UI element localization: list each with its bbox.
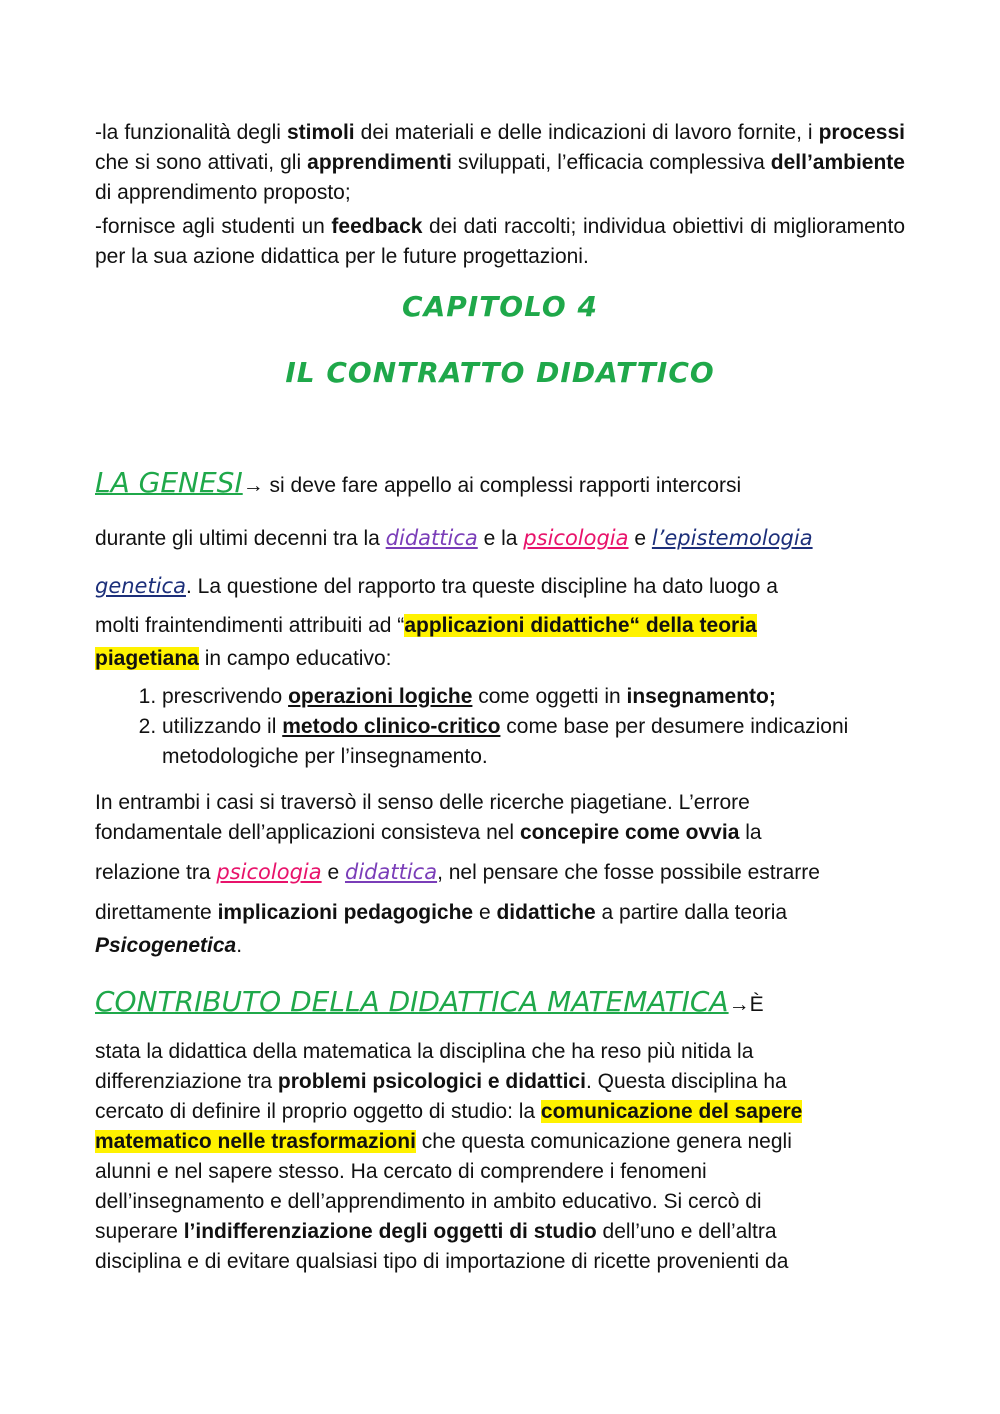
bold-text: problemi psicologici e didattici	[277, 1070, 586, 1093]
numbered-list	[130, 682, 922, 772]
text: e	[473, 901, 497, 924]
text: in campo educativo:	[198, 647, 392, 670]
text: cercato di definire il proprio oggetto di studio: la	[95, 1100, 541, 1123]
text: utilizzando il	[162, 715, 283, 738]
text: a partire dalla teoria	[595, 901, 788, 924]
keyword-psicologia: psicologia	[523, 526, 629, 550]
underlined-text: metodo clinico-critico	[282, 715, 501, 738]
highlighted-text: matematico nelle trasformazioni	[95, 1130, 416, 1153]
bold-text: concepire come ovvia	[519, 821, 740, 844]
bold-text: didattiche	[496, 901, 596, 924]
section-heading-genesi: LA GENESI	[95, 466, 243, 499]
text: che si sono attivati, gli	[95, 151, 308, 174]
text: . Questa disciplina ha	[585, 1070, 787, 1093]
paragraph-errore	[95, 788, 905, 961]
text: alunni e nel sapere stesso. Ha cercato di comprendere i fenomeni	[95, 1160, 707, 1183]
text: dei dati raccolti; individua obiettivi di miglioramento per la sua azione didattica per le future progettazioni.	[95, 215, 905, 268]
text: la	[739, 821, 762, 844]
text: direttamente	[95, 901, 218, 924]
list-item	[162, 712, 922, 772]
chapter-number: CAPITOLO 4	[402, 290, 598, 323]
bold-text: implicazioni pedagogiche	[217, 901, 474, 924]
highlighted-text: applicazioni didattiche“ della teoria	[404, 614, 757, 637]
keyword-psicologia: psicologia	[216, 860, 322, 884]
text: molti fraintendimenti attribuiti ad “	[95, 614, 405, 637]
section-heading-contributo: CONTRIBUTO DELLA DIDATTICA MATEMATICA	[95, 985, 729, 1018]
text: dell’uno e dell’altra	[596, 1220, 777, 1243]
text: e la	[477, 527, 524, 550]
text: dei materiali e delle indicazioni di lavoro fornite, i	[354, 121, 819, 144]
bold-text: insegnamento;	[626, 685, 776, 708]
bold-text: l’indifferenziazione degli oggetti di studio	[183, 1220, 597, 1243]
bold-text: dell’ambiente	[770, 151, 905, 174]
chapter-title: IL CONTRATTO DIDATTICO	[285, 356, 715, 389]
highlighted-text: piagetiana	[95, 647, 199, 670]
text: sviluppati, l’efficacia complessiva	[451, 151, 771, 174]
bold-text: stimoli	[286, 121, 355, 144]
text: durante gli ultimi decenni tra la	[95, 527, 386, 550]
text: fondamentale dell’applicazioni consisteva nel	[95, 821, 520, 844]
arrow-icon: →È	[728, 993, 764, 1016]
text: .	[236, 934, 243, 957]
text: disciplina e di evitare qualsiasi tipo di importazione di ricette provenienti da	[95, 1250, 789, 1273]
bold-text: processi	[818, 121, 905, 144]
text: come oggetti in	[472, 685, 627, 708]
text: superare	[95, 1220, 184, 1243]
arrow-icon: →	[242, 474, 264, 497]
text: differenziazione tra	[95, 1070, 278, 1093]
keyword-genetica: genetica	[95, 574, 186, 598]
text: , nel pensare che fosse possibile estrarre	[437, 861, 820, 884]
text: -la funzionalità degli	[95, 121, 287, 144]
section-contributo	[95, 982, 905, 1277]
text: dell’insegnamento e dell’apprendimento in ambito educativo. Si cercò di	[95, 1190, 762, 1213]
paragraph-evaluation	[95, 118, 905, 208]
list-item	[162, 682, 922, 712]
text: -fornisce agli studenti un	[95, 215, 332, 238]
keyword-epistemologia: l’epistemologia	[651, 526, 813, 550]
text: come base per desumere indicazioni metodologiche per l’insegnamento.	[162, 715, 849, 768]
text: relazione tra	[95, 861, 217, 884]
bold-text: apprendimenti	[307, 151, 452, 174]
highlighted-text: comunicazione del sapere	[540, 1100, 803, 1123]
paragraph-feedback	[95, 212, 905, 272]
text: e	[628, 527, 652, 550]
text: di apprendimento proposto;	[95, 181, 351, 204]
text: . La questione del rapporto tra queste discipline ha dato luogo a	[185, 575, 778, 598]
text: stata la didattica della matematica la disciplina che ha reso più nitida la	[95, 1040, 754, 1063]
text: In entrambi i casi si traversò il senso delle ricerche piagetiane. L’errore	[95, 791, 750, 814]
bold-text: feedback	[331, 215, 423, 238]
text: che questa comunicazione genera negli	[415, 1130, 792, 1153]
keyword-didattica: didattica	[385, 526, 478, 550]
keyword-didattica: didattica	[344, 860, 438, 884]
text: e	[321, 861, 345, 884]
section-genesi	[95, 462, 905, 674]
text: prescrivendo	[162, 685, 289, 708]
underlined-text: operazioni logiche	[288, 685, 473, 708]
bold-italic-text: Psicogenetica	[95, 934, 237, 957]
text: si deve fare appello ai complessi rapporti intercorsi	[263, 474, 742, 497]
